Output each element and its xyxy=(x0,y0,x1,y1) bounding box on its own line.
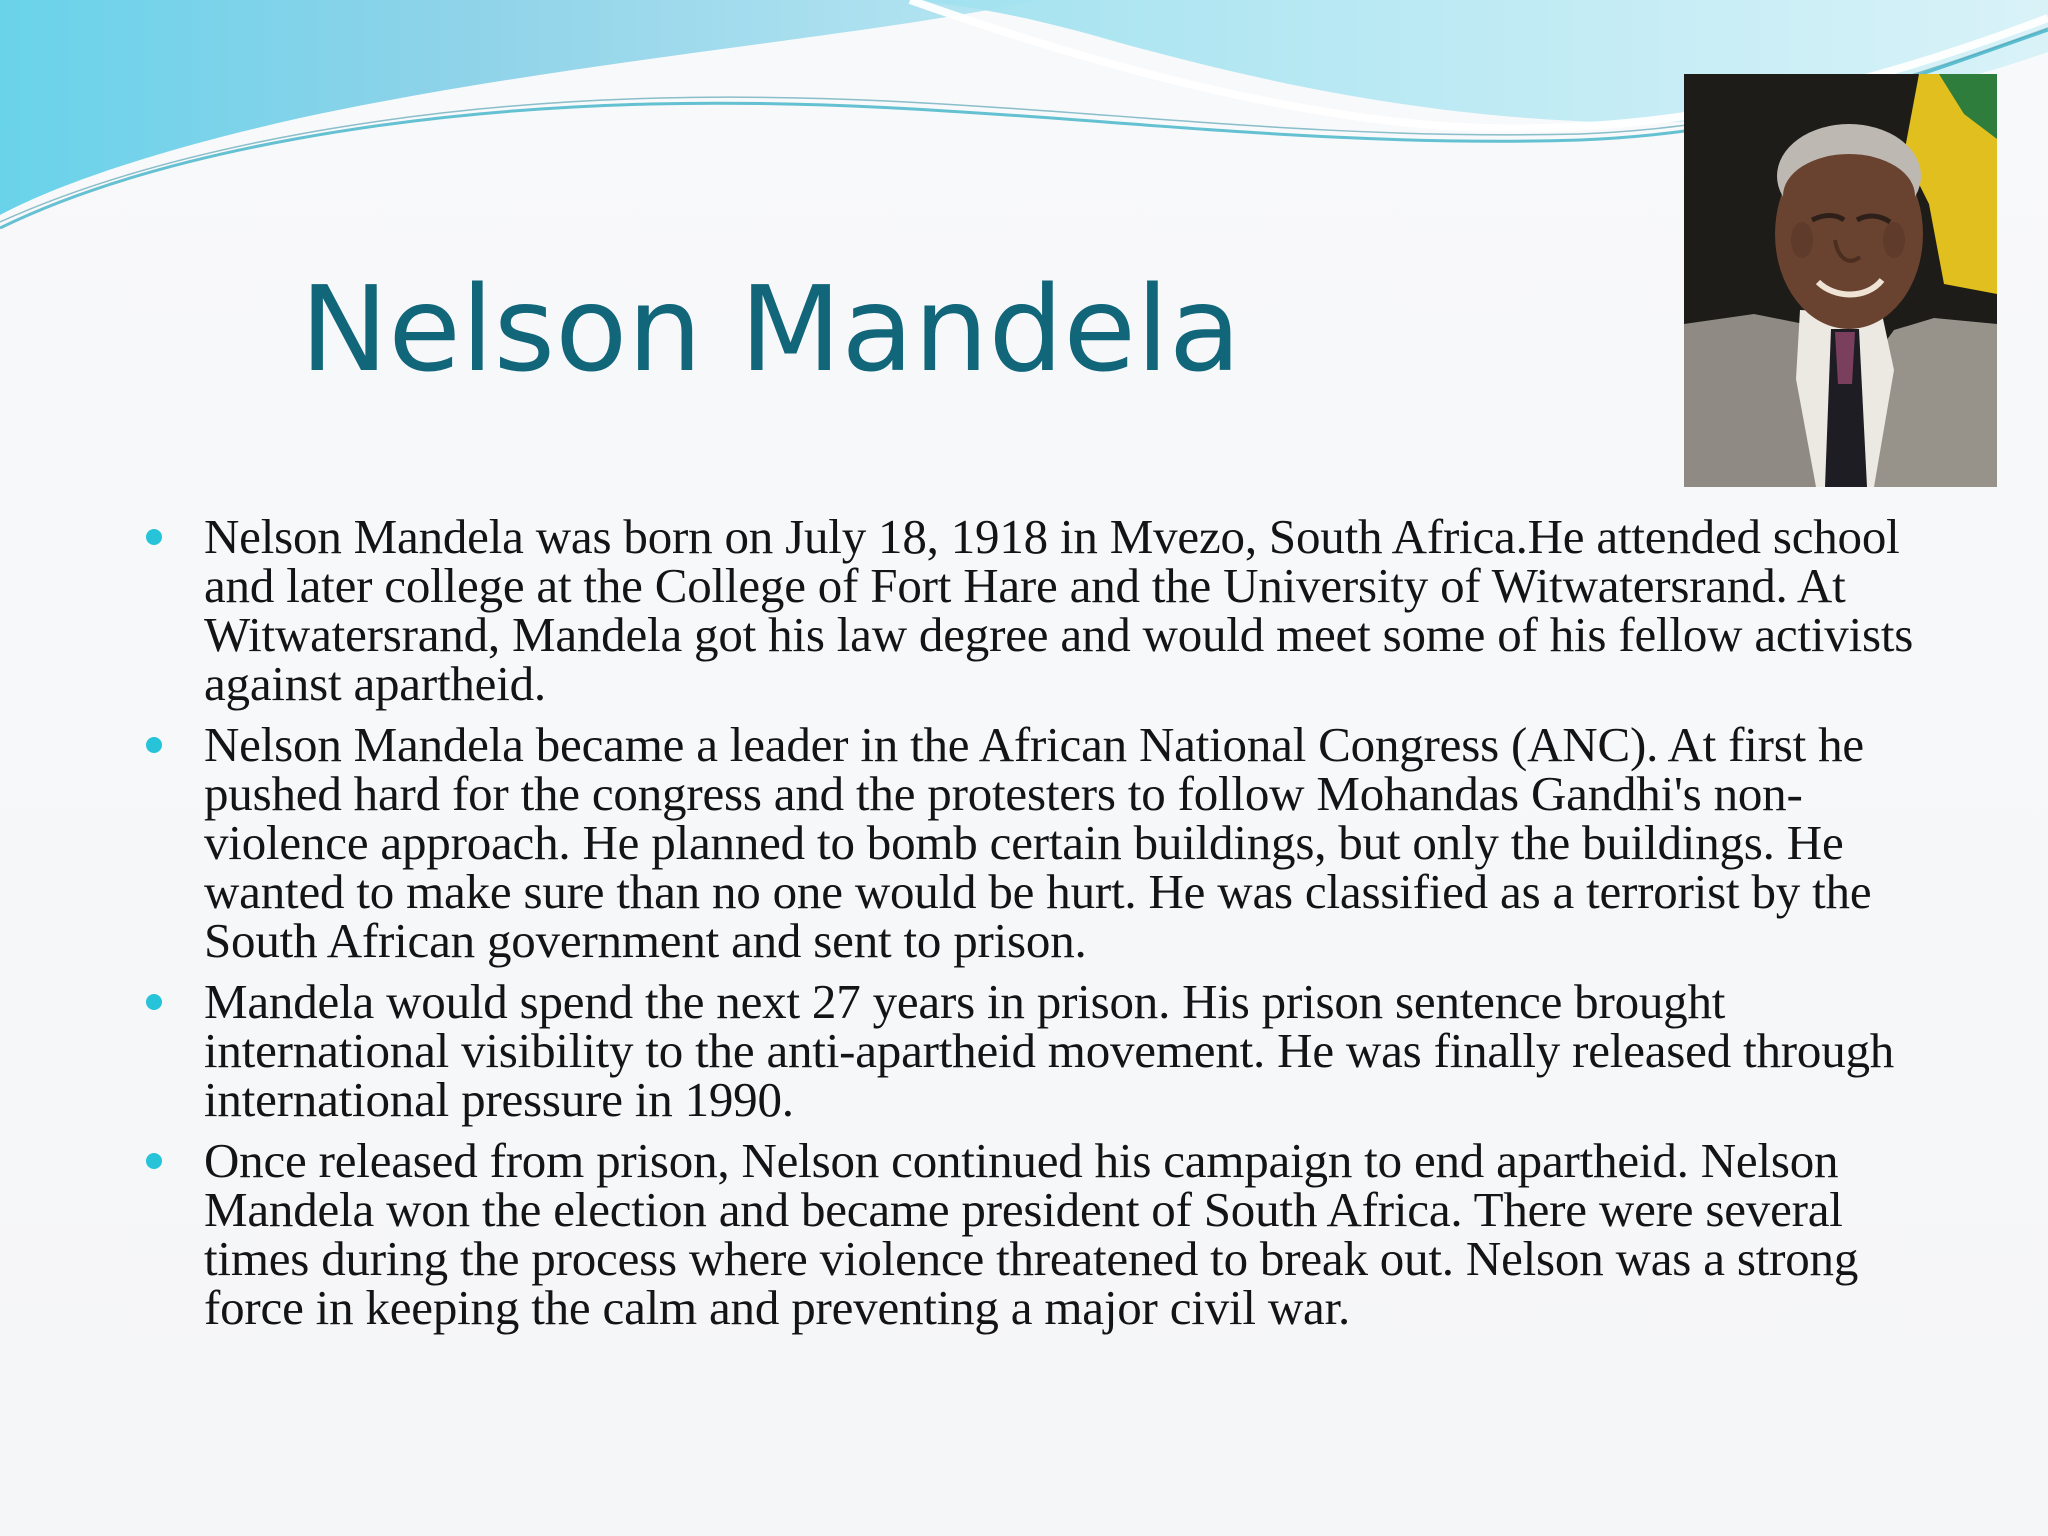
bullet-item xyxy=(140,509,1940,711)
bullet-item xyxy=(140,1133,1940,1335)
bullet-dot-icon xyxy=(146,529,162,545)
bullet-dot-icon xyxy=(146,737,162,753)
bullet-item xyxy=(140,974,1940,1127)
bullet-text: Nelson Mandela was born on July 18, 1918 in Mvezo, South Africa.He attended school and later college at the College of Fort Hare and the University of Witwatersrand. At Witwatersrand, Mandela got his law degree and would meet some of his fellow activists against apartheid. xyxy=(204,509,1914,711)
bullet-dot-icon xyxy=(146,994,162,1010)
bullet-text: Nelson Mandela became a leader in the African National Congress (ANC). At first he pushed hard for the congress and the protesters to follow Mohandas Gandhi's non-violence approach. He planned to bomb certain buildings, but only the buildings. He wanted to make sure than no one would be hurt. He was classified as a terrorist by the South African government and sent to prison. xyxy=(204,717,1872,968)
portrait-illustration xyxy=(1684,74,1997,487)
slide-title: Nelson Mandela xyxy=(300,260,1242,398)
bullet-list xyxy=(140,509,1940,1344)
bullet-item xyxy=(140,717,1940,968)
bullet-text: Once released from prison, Nelson continued his campaign to end apartheid. Nelson Mandela won the election and became president of South Africa. There were several times during the process where violence threatened to break out. Nelson was a strong force in keeping the calm and preventing a major civil war. xyxy=(204,1133,1859,1335)
portrait-image xyxy=(1684,74,1997,487)
bullet-text: Mandela would spend the next 27 years in prison. His prison sentence brought international visibility to the anti-apartheid movement. He was finally released through international pressure in 1990. xyxy=(204,974,1895,1127)
bullet-dot-icon xyxy=(146,1153,162,1169)
